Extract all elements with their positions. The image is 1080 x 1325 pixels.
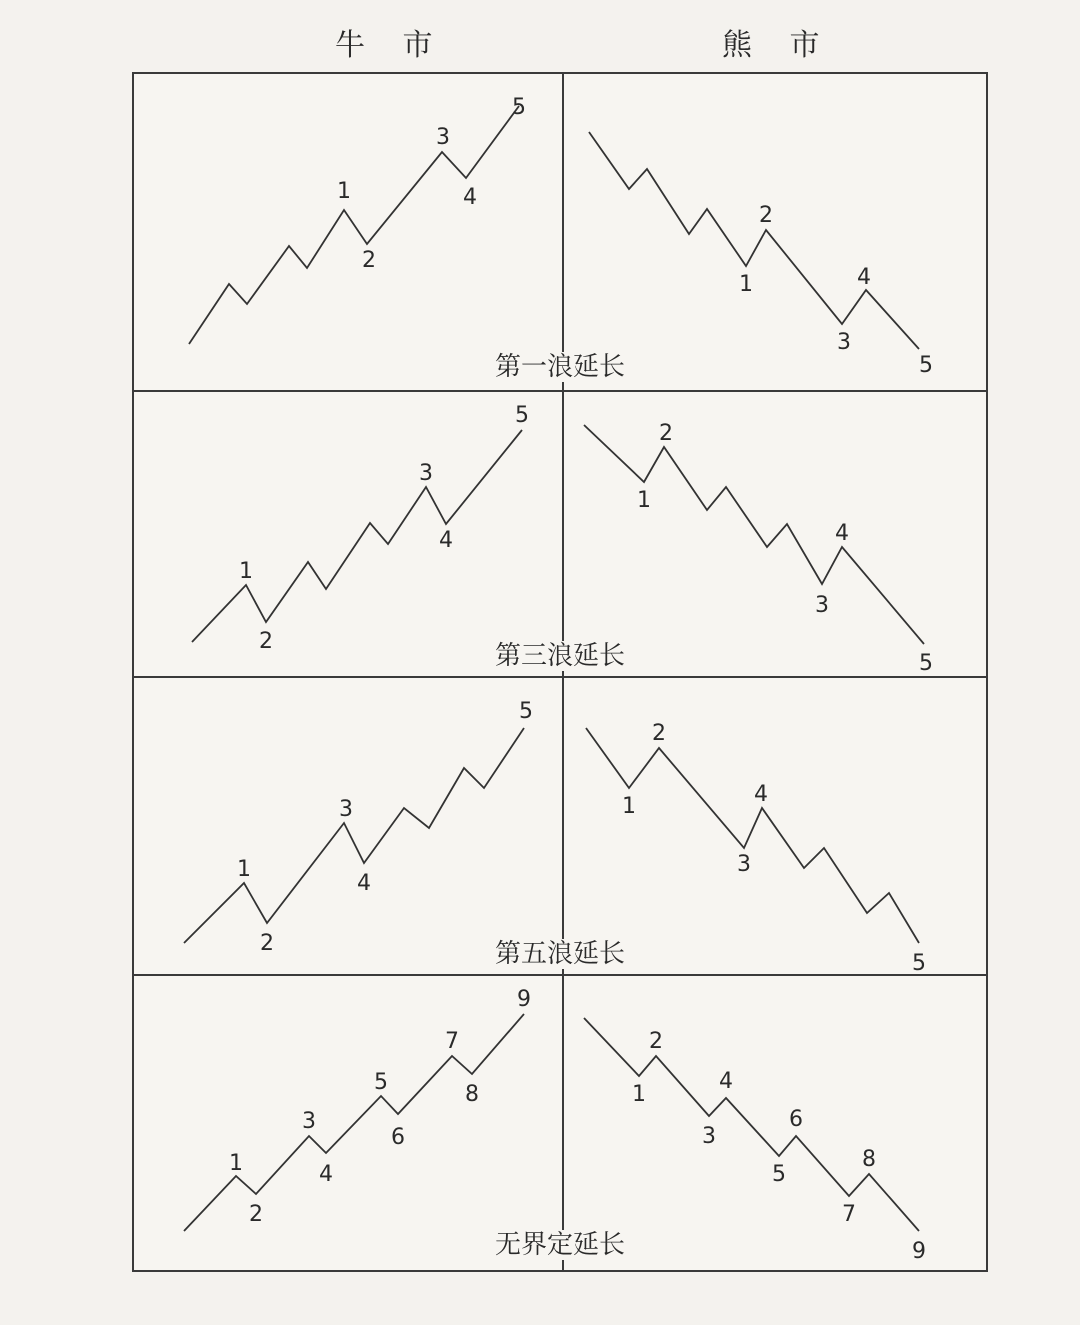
row-caption: 第五浪延长	[491, 939, 629, 969]
bear-wave-label: 1	[637, 488, 651, 513]
bull-wave-label: 2	[362, 248, 376, 273]
header-bear: 熊 市	[722, 28, 834, 63]
bear-wave-label: 5	[919, 651, 933, 676]
bull-wave-line	[184, 728, 524, 943]
row-undefined-extension	[134, 976, 986, 1270]
row-caption: 第三浪延长	[491, 641, 629, 671]
bull-wave-line	[189, 106, 519, 344]
bull-wave-label: 3	[419, 461, 433, 486]
bull-wave-label: 5	[374, 1070, 388, 1095]
bear-wave-label: 5	[912, 951, 926, 974]
bear-wave-line	[584, 1018, 919, 1231]
bull-wave-label: 3	[302, 1109, 316, 1134]
row-wave3-extension	[134, 392, 986, 676]
bull-wave-label: 2	[259, 629, 273, 654]
row-caption: 无界定延长	[491, 1230, 629, 1260]
bear-wave-label: 4	[835, 521, 849, 546]
bull-wave-label: 2	[249, 1202, 263, 1227]
bear-wave-line	[584, 425, 924, 644]
bull-wave-label: 4	[463, 185, 477, 210]
bull-wave-label: 2	[260, 931, 274, 956]
bull-wave-label: 1	[237, 857, 251, 882]
bull-wave-label: 1	[337, 179, 351, 204]
bull-wave-label: 3	[339, 797, 353, 822]
bear-wave-label: 7	[842, 1202, 856, 1227]
bear-wave-label: 5	[772, 1162, 786, 1187]
bull-wave-label: 5	[512, 95, 526, 120]
bear-wave-label: 8	[862, 1147, 876, 1172]
bull-wave-label: 6	[391, 1125, 405, 1150]
bull-wave-label: 7	[445, 1029, 459, 1054]
bull-wave-line	[192, 430, 522, 642]
bear-wave-label: 4	[754, 782, 768, 807]
bear-wave-label: 4	[719, 1069, 733, 1094]
bull-wave-label: 4	[319, 1162, 333, 1187]
bear-wave-label: 3	[837, 330, 851, 355]
bull-wave-line	[184, 1014, 524, 1231]
bear-wave-line	[589, 132, 919, 349]
bull-wave-label: 1	[229, 1151, 243, 1176]
header-bull: 牛 市	[335, 28, 447, 63]
row-wave1-extension	[134, 74, 986, 390]
bull-wave-label: 5	[515, 403, 529, 428]
row-wave5-extension	[134, 678, 986, 974]
bull-wave-label: 5	[519, 699, 533, 724]
bear-wave-label: 5	[919, 353, 933, 378]
bull-wave-label: 1	[239, 559, 253, 584]
bear-wave-label: 4	[857, 265, 871, 290]
bull-wave-label: 9	[517, 987, 531, 1012]
bull-wave-label: 4	[439, 528, 453, 553]
bear-wave-label: 1	[739, 272, 753, 297]
bear-wave-label: 2	[652, 721, 666, 746]
bear-wave-label: 3	[815, 593, 829, 618]
bull-wave-label: 4	[357, 871, 371, 896]
wave-diagram	[134, 678, 986, 974]
bear-wave-line	[586, 728, 919, 943]
wave-diagram	[134, 392, 986, 676]
bear-wave-label: 1	[632, 1082, 646, 1107]
bull-wave-label: 3	[436, 125, 450, 150]
bull-wave-label: 8	[465, 1082, 479, 1107]
bear-wave-label: 3	[702, 1124, 716, 1149]
bear-wave-label: 9	[912, 1239, 926, 1264]
bear-wave-label: 6	[789, 1107, 803, 1132]
bear-wave-label: 2	[649, 1029, 663, 1054]
row-caption: 第一浪延长	[491, 352, 629, 382]
bear-wave-label: 1	[622, 794, 636, 819]
wave-diagram	[134, 74, 986, 390]
wave-extension-grid	[132, 72, 988, 1272]
bear-wave-label: 2	[659, 421, 673, 446]
bear-wave-label: 3	[737, 852, 751, 877]
bear-wave-label: 2	[759, 203, 773, 228]
